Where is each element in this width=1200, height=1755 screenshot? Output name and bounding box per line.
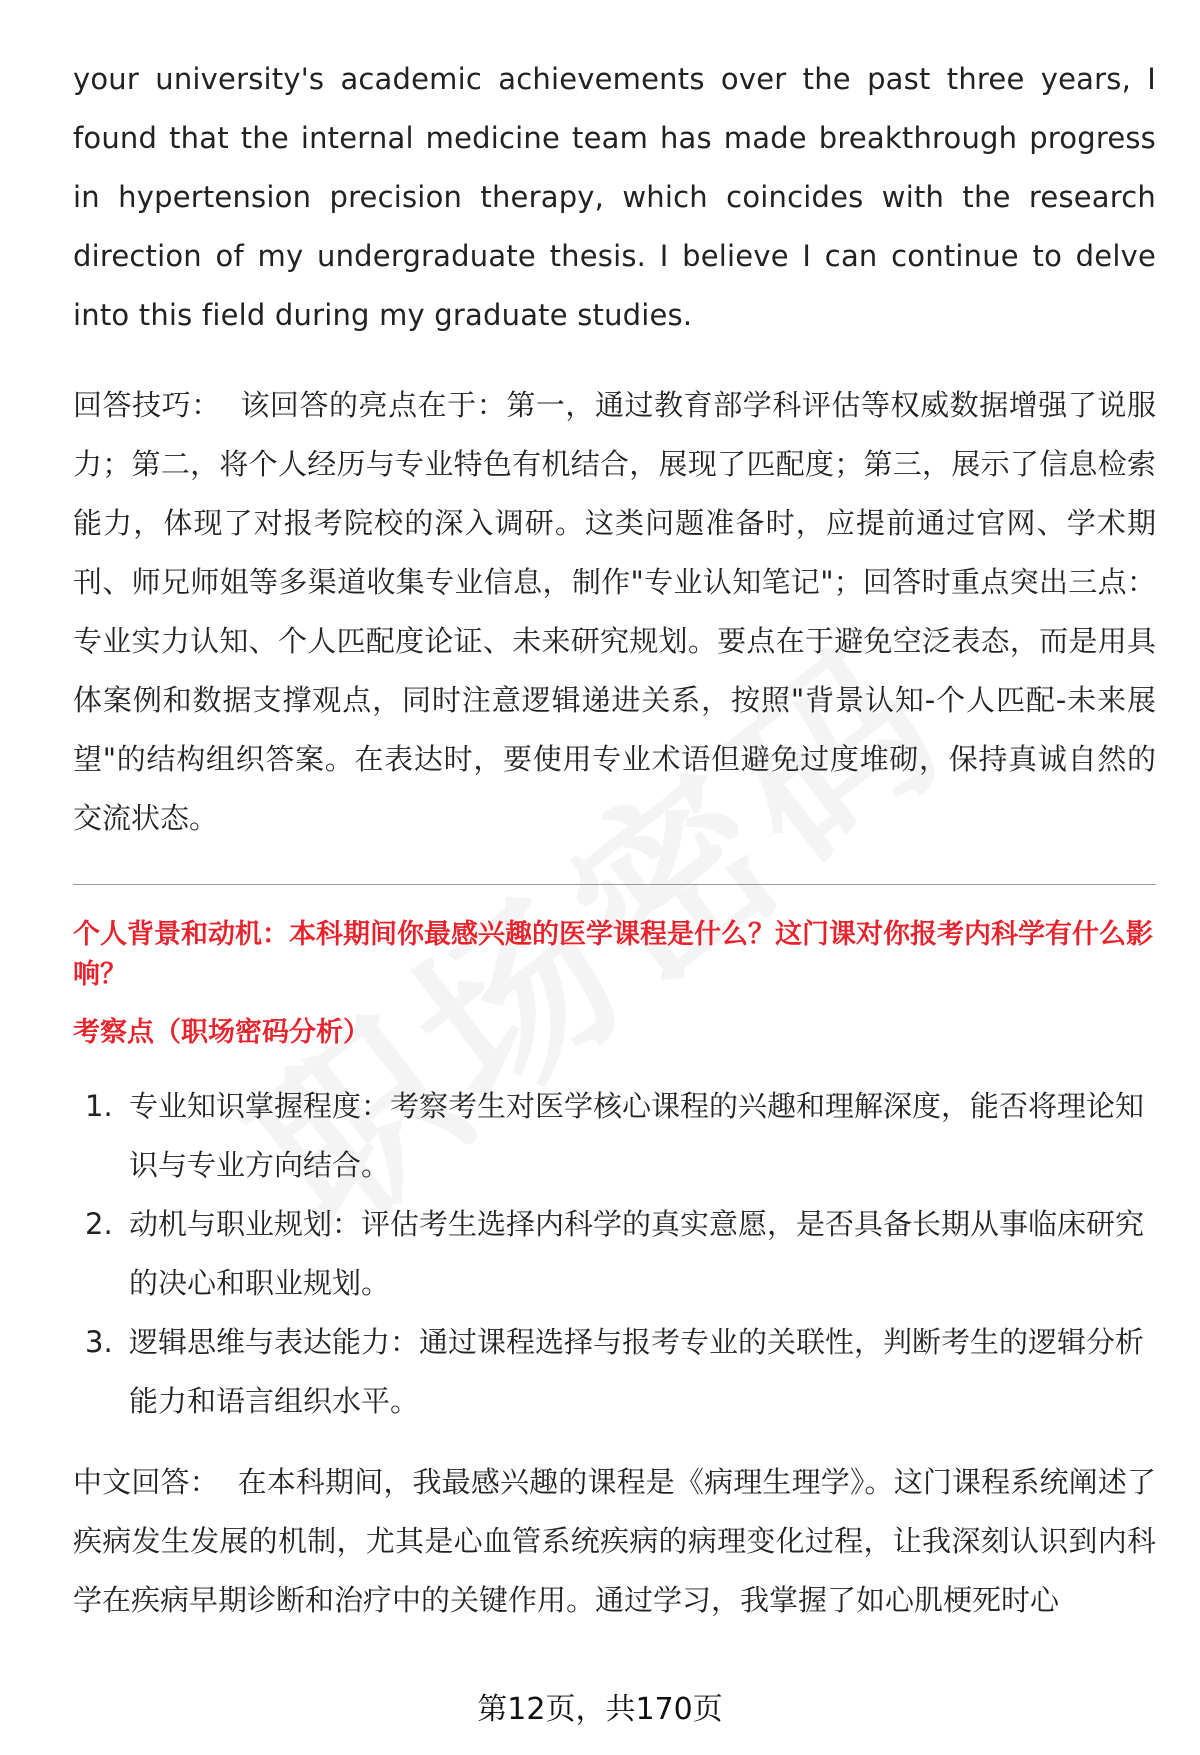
list-item-text: 专业知识掌握程度：考察考生对医学核心课程的兴趣和理解深度，能否将理论知识与专业方向结合。 xyxy=(129,1089,1145,1182)
list-item-number: 3. xyxy=(85,1325,113,1359)
chinese-answer-paragraph xyxy=(73,1453,1156,1630)
list-item xyxy=(73,1313,1156,1431)
question-title: 个人背景和动机：本科期间你最感兴趣的医学课程是什么？这门课对你报考内科学有什么影响？ xyxy=(73,919,1153,990)
list-item-text: 动机与职业规划：评估考生选择内科学的真实意愿，是否具备长期从事临床研究的决心和职业规划。 xyxy=(129,1207,1145,1300)
list-item xyxy=(73,1077,1156,1195)
list-item-text: 逻辑思维与表达能力：通过课程选择与报考专业的关联性，判断考生的逻辑分析能力和语言组织水平。 xyxy=(129,1325,1145,1418)
answer-tips-paragraph xyxy=(73,376,1156,848)
page-content xyxy=(73,50,1156,1630)
page-number-footer: 第12页，共170页 xyxy=(477,1692,723,1727)
assessment-points-list xyxy=(73,1077,1156,1431)
answer-tips-text: 该回答的亮点在于：第一，通过教育部学科评估等权威数据增强了说服力；第二，将个人经历与专业特色有机结合，展现了匹配度；第三，展示了信息检索能力，体现了对报考院校的深入调研。这类问题准备时，应提前通过官网、学术期刊、师兄师姐等多渠道收集专业信息，制作"专业认知笔记"；回答时重点突出三点：专业实力认知、个人匹配度论证、未来研究规划。要点在于避免空泛表态，而是用具体案例和数据支撑观点，同时注意逻辑递进关系，按照"背景认知-个人匹配-未来展望"的结构组织答案。在表达时，要使用专业术语但避免过度堆砌，保持真诚自然的交流状态。 xyxy=(73,388,1156,835)
list-item-number: 2. xyxy=(85,1207,113,1241)
section-divider xyxy=(73,884,1156,885)
chinese-answer-label: 中文回答： xyxy=(73,1465,219,1499)
assessment-points-title: 考察点（职场密码分析） xyxy=(73,1017,370,1048)
chinese-answer-text: 在本科期间，我最感兴趣的课程是《病理生理学》。这门课程系统阐述了疾病发生发展的机制，尤其是心血管系统疾病的病理变化过程，让我深刻认识到内科学在疾病早期诊断和治疗中的关键作用。通过学习，我掌握了如心肌梗死时心 xyxy=(73,1465,1156,1617)
list-item-number: 1. xyxy=(85,1089,113,1123)
answer-tips-label: 回答技巧： xyxy=(73,388,221,422)
english-answer-paragraph: your university's academic achievements over the past three years, I found that the internal medicine team has made breakthrough progress in hypertension precision therapy, which coincides with the research direction of my undergraduate thesis. I believe I can continue to delve into this field during my graduate studies. xyxy=(73,62,1156,332)
list-item xyxy=(73,1195,1156,1313)
